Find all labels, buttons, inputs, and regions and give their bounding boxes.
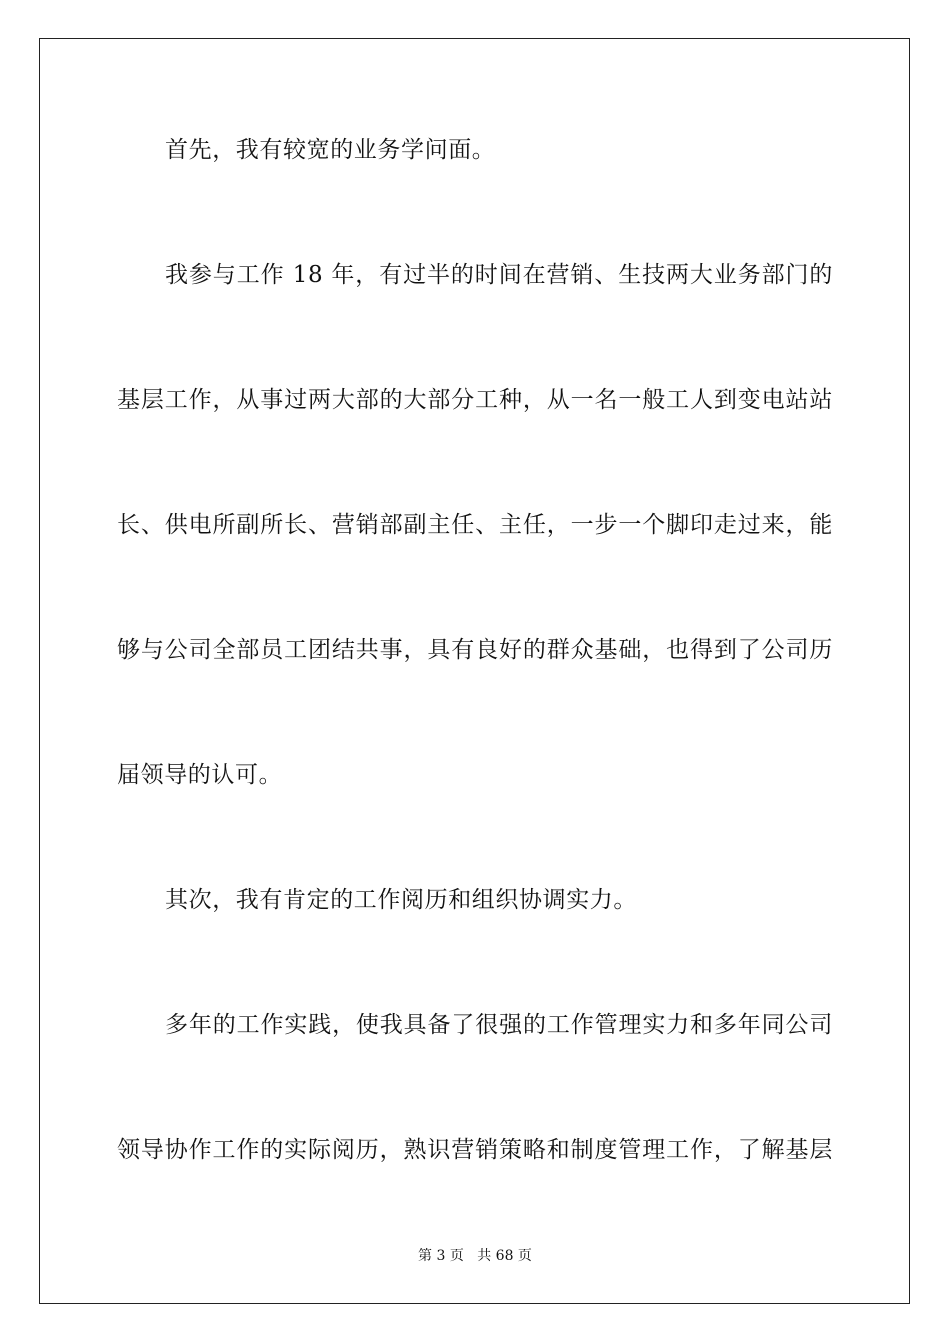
paragraph-line: 届领导的认可。 — [117, 762, 283, 788]
paragraph-line: 多年的工作实践，使我具备了很强的工作管理实力和多年同公司 — [165, 1012, 833, 1038]
total-pages: 共 68 页 — [477, 1248, 532, 1264]
paragraph-line: 首先，我有较宽的业务学问面。 — [165, 137, 496, 163]
page-number: 第 3 页 — [418, 1248, 464, 1264]
paragraph-line: 够与公司全部员工团结共事，具有良好的群众基础，也得到了公司历 — [117, 637, 833, 663]
page-footer — [0, 1247, 950, 1265]
paragraph-line: 我参与工作 18 年，有过半的时间在营销、生技两大业务部门的 — [165, 262, 833, 288]
paragraph-line: 其次，我有肯定的工作阅历和组织协调实力。 — [165, 887, 637, 913]
paragraph-line: 长、供电所副所长、营销部副主任、主任，一步一个脚印走过来，能 — [117, 512, 833, 538]
paragraph-line: 基层工作，从事过两大部的大部分工种，从一名一般工人到变电站站 — [117, 387, 833, 413]
paragraph-line: 领导协作工作的实际阅历，熟识营销策略和制度管理工作，了解基层 — [117, 1137, 833, 1163]
page-frame — [39, 38, 910, 1304]
